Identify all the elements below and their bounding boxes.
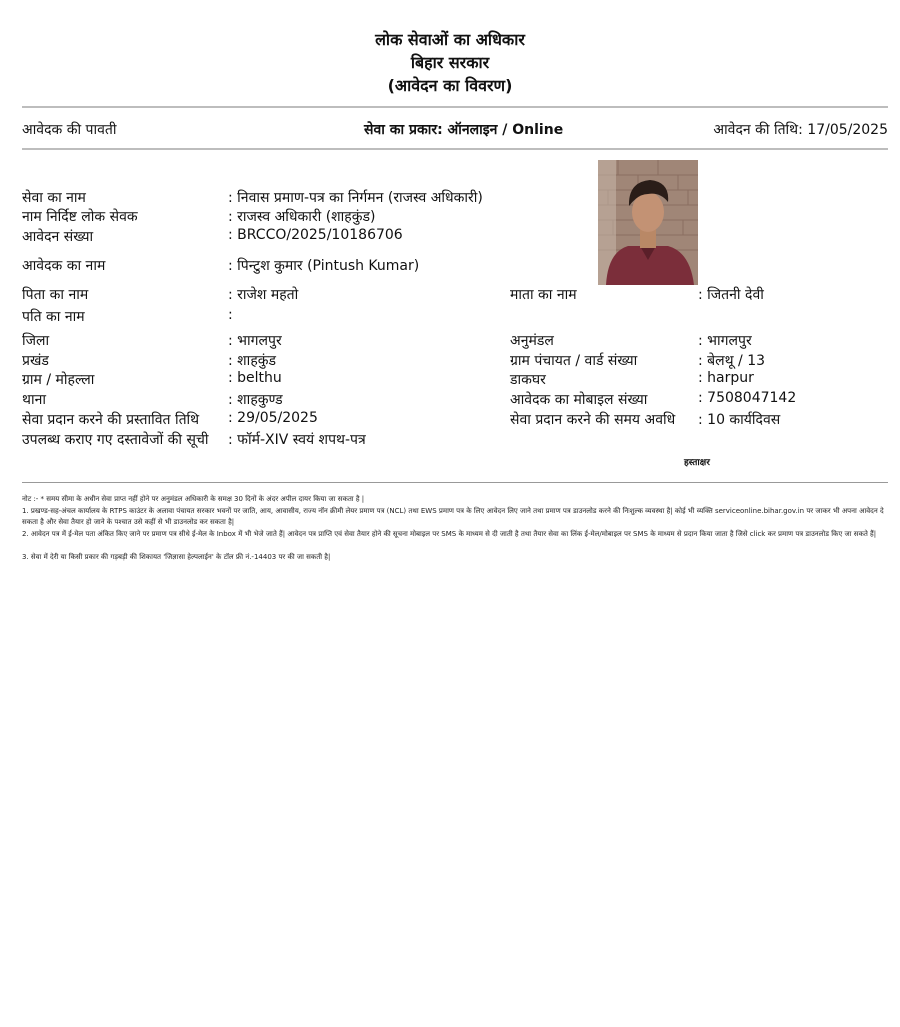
- documents-value: : फॉर्म-XIV स्वयं शपथ-पत्र: [228, 432, 366, 448]
- time-limit-label: सेवा प्रदान करने की समय अवधि: [510, 412, 676, 428]
- documents-label: उपलब्ध कराए गए दस्तावेजों की सूची: [22, 432, 209, 448]
- block-value: : शाहकुंड: [228, 353, 276, 369]
- panchayat-value: : बेलथू / 13: [698, 353, 766, 369]
- mother-name-label: माता का नाम: [510, 287, 577, 303]
- notes-divider: [22, 482, 888, 483]
- post-office-label: डाकघर: [510, 372, 546, 388]
- header-line2: बिहार सरकार: [410, 53, 490, 72]
- mobile-value: : 7508047142: [698, 390, 797, 406]
- district-label: जिला: [22, 333, 50, 349]
- father-name-value: : राजेश महतो: [228, 287, 299, 303]
- subdivision-value: : भागलपुर: [698, 333, 752, 349]
- applicant-name-label: आवेदक का नाम: [22, 258, 106, 274]
- application-number-value: : BRCCO/2025/10186706: [228, 227, 403, 243]
- mother-name-value: : जितनी देवी: [698, 287, 764, 303]
- service-type: सेवा का प्रकार: ऑनलाइन / Online: [364, 122, 564, 138]
- husband-name-value: :: [228, 307, 233, 323]
- header-line3: (आवेदन का विवरण): [387, 76, 513, 95]
- district-value: : भागलपुर: [228, 333, 282, 349]
- note-2: 2. आवेदन पत्र में ई-मेल पता अंकित किए जाने पर प्रमाण पत्र सीधे ई-मेल के Inbox में भी भेजे जाते हैं| आवेदन पत्र प्राप्ति एवं सेवा तैयार होने की सूचना मोबाइल पर SMS के माध्यम से दी जाती है तथा तैयार सेवा का लिंक ई-मेल/मोबाइल पर SMS के माध्यम से प्रदान किया जाता है जिसे click कर प्रमाण पत्र डाउनलोड किए जा सकते हैं|: [22, 530, 877, 538]
- proposed-date-label: सेवा प्रदान करने की प्रस्तावित तिथि: [22, 412, 200, 428]
- application-date: आवेदन की तिथि: 17/05/2025: [713, 122, 888, 138]
- signature-label: हस्ताक्षर: [684, 458, 710, 468]
- note-1: 1. प्रखण्ड-सह-अंचल कार्यालय के RTPS काउंटर के अलावा पंचायत सरकार भवनों पर जाति, आय, आवासीय, राज्य नॉन क्रीमी लेयर प्रमाण पत्र (NCL) तथा EWS प्रमाण पत्र के लिए आवेदन लिए जाने तथा प्रमाण पत्र डाउनलोड करने की निःशुल्क व्यवस्था है| कोई भी व्यक्ति serviceonline.bihar.gov.in पर जाकर भी अपना आवेदन दे सकता है और सेवा तैयार हो जाने के पश्चात उसे कहीं से भी डाउनलोड कर सकता है|: [22, 507, 884, 526]
- bar-divider: [22, 148, 888, 150]
- mobile-label: आवेदक का मोबाइल संख्या: [510, 392, 648, 408]
- top-divider: [22, 106, 888, 108]
- post-office-value: : harpur: [698, 370, 754, 386]
- header-line1: लोक सेवाओं का अधिकार: [375, 30, 525, 49]
- applicant-photo: [598, 160, 698, 285]
- father-name-label: पिता का नाम: [22, 287, 89, 303]
- time-limit-value: : 10 कार्यदिवस: [698, 412, 781, 428]
- police-station-label: थाना: [22, 392, 46, 408]
- service-name-value: : निवास प्रमाण-पत्र का निर्गमन (राजस्व अधिकारी): [228, 190, 483, 206]
- husband-name-label: पति का नाम: [22, 309, 85, 325]
- applicant-name-value: : पिन्टुश कुमार (Pintush Kumar): [228, 258, 420, 274]
- note-appeal: नोट :- * समय सीमा के अधीन सेवा प्राप्त नहीं होने पर अनुमंडल अधिकारी के समक्ष 30 दिनों के अंदर अपील दायर किया जा सकता है |: [22, 495, 365, 503]
- service-name-label: सेवा का नाम: [22, 190, 86, 206]
- village-label: ग्राम / मोहल्ला: [22, 372, 95, 388]
- block-label: प्रखंड: [22, 353, 49, 369]
- proposed-date-value: : 29/05/2025: [228, 410, 318, 426]
- subdivision-label: अनुमंडल: [510, 333, 554, 349]
- public-servant-value: : राजस्व अधिकारी (शाहकुंड): [228, 209, 376, 225]
- panchayat-label: ग्राम पंचायत / वार्ड संख्या: [510, 353, 638, 369]
- note-3: 3. सेवा में देरी या किसी प्रकार की गड़बड़ी की शिकायत 'जिज्ञासा हेल्पलाईन' के टॉल फ्री नं.-14403 पर की जा सकती है|: [22, 553, 331, 561]
- application-number-label: आवेदन संख्या: [22, 229, 94, 245]
- police-station-value: : शाहकुण्ड: [228, 392, 283, 408]
- acknowledgement-label: आवेदक की पावती: [22, 122, 117, 138]
- public-servant-label: नाम निर्दिष्ट लोक सेवक: [22, 209, 138, 225]
- village-value: : belthu: [228, 370, 282, 386]
